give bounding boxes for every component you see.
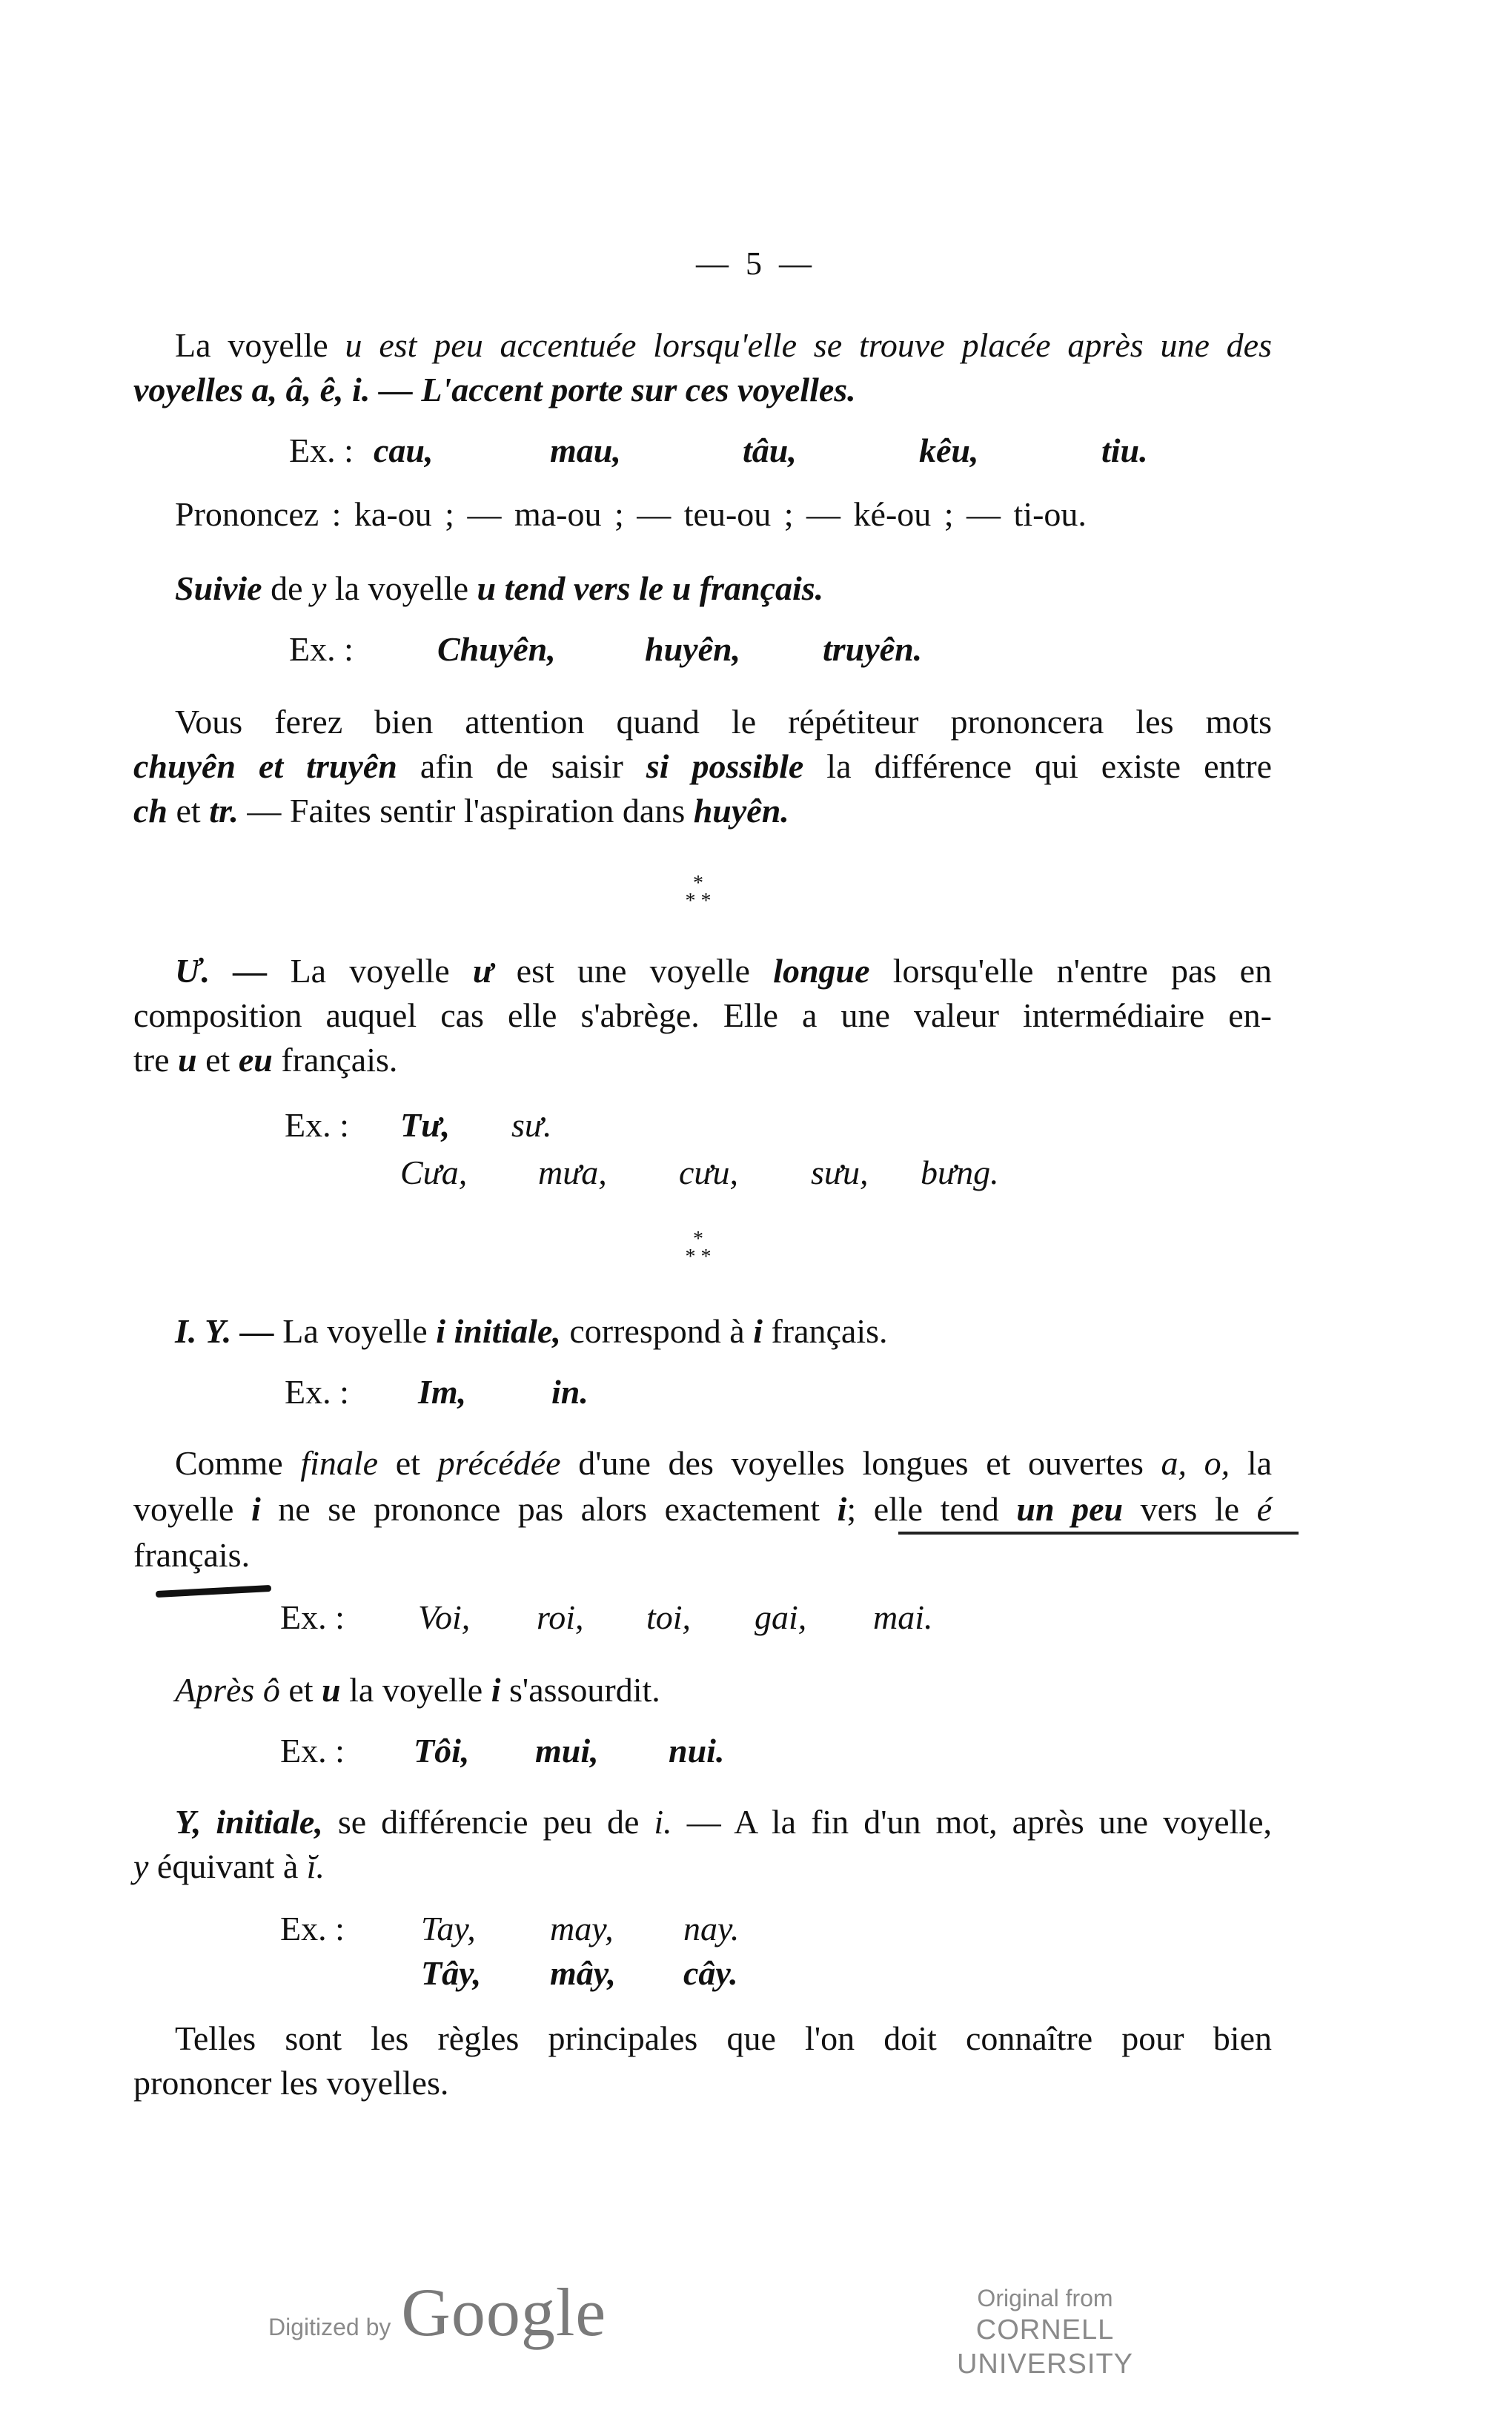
pronunciation-line: Prononcez : ka-ou ; — ma-ou ; — teu-ou ; — ké-ou ; — ti-ou.: [175, 495, 1087, 533]
ex-word: Tư,: [400, 1106, 451, 1144]
ex-word: sư.: [511, 1106, 552, 1144]
text: français.: [272, 1041, 398, 1079]
ex-label: Ex. :: [285, 1373, 349, 1411]
text: et: [168, 792, 210, 830]
italic-text: I. Y. —: [175, 1312, 283, 1350]
ex-word: may,: [550, 1910, 614, 1947]
example-toi: [280, 1729, 724, 1773]
text: s'assourdit.: [500, 1671, 660, 1709]
ex-label: Ex. :: [289, 431, 354, 469]
ex-word: tâu,: [743, 431, 797, 469]
pen-underline: [898, 1532, 1299, 1535]
italic-text: eu: [238, 1041, 273, 1079]
para6-line1: [175, 1441, 1272, 1486]
para3-line1: Vous ferez bien attention quand le répétiteur prononcera les mots: [175, 703, 1272, 741]
ex-word: gai,: [755, 1598, 807, 1636]
text: la: [1230, 1444, 1273, 1482]
ex-word: Tây,: [421, 1954, 482, 1992]
text: d'une des voyelles longues et ouvertes: [560, 1444, 1161, 1482]
ex-word: mui,: [535, 1732, 599, 1770]
text: ne se prononce pas alors exactement: [260, 1490, 838, 1528]
text: et: [196, 1041, 239, 1079]
ex-label: Ex. :: [280, 1598, 345, 1636]
text: La voyelle: [175, 326, 345, 364]
text: tre: [133, 1041, 179, 1079]
example-voi: [280, 1595, 933, 1640]
italic-text: u est peu accentuée lorsqu'elle se trouve placée après une des: [345, 326, 1272, 364]
example-tay-row1: [280, 1907, 739, 1951]
text: correspond à: [560, 1312, 754, 1350]
ex-word: Voi,: [418, 1598, 471, 1636]
italic-text: finale: [300, 1444, 379, 1482]
digitized-by-watermark: [268, 2273, 606, 2352]
italic-text: Suivie: [175, 569, 262, 607]
digitized-label: Digitized by: [268, 2314, 391, 2340]
text: ; elle tend: [846, 1490, 1017, 1528]
ex-word: Tay,: [421, 1910, 476, 1947]
para5: [175, 1309, 888, 1354]
text: et: [279, 1671, 322, 1709]
ex-word: mây,: [550, 1954, 616, 1992]
google-logo: Google: [401, 2274, 607, 2350]
example-chuyen: [289, 627, 922, 672]
ex-word: kêu,: [919, 431, 979, 469]
italic-text: i: [491, 1671, 501, 1709]
para6-line3: français.: [133, 1536, 251, 1574]
italic-text: i.: [654, 1803, 672, 1841]
para9-line1: Telles sont les règles principales que l'on doit connaître pour bien: [175, 2019, 1272, 2057]
text: — A la fin d'un mot, après une voyelle,: [672, 1803, 1272, 1841]
text: la voyelle: [326, 569, 477, 607]
italic-text: huyên.: [693, 792, 789, 830]
italic-text: précédée: [437, 1444, 561, 1482]
para1-line1: [175, 323, 1272, 368]
para4-line1: [175, 949, 1272, 993]
pen-mark: [156, 1585, 271, 1598]
italic-text: voyelles a, â, ê, i. — L'accent porte sur ces voyelles.: [133, 371, 856, 408]
ex-word: Chuyên,: [437, 630, 556, 668]
ex-word: toi,: [646, 1598, 692, 1636]
para3-line3: [133, 789, 789, 833]
italic-text: Après ô: [175, 1671, 280, 1709]
text: Comme: [175, 1444, 301, 1482]
text: français.: [762, 1312, 888, 1350]
example-tay-row2: [421, 1951, 738, 1996]
ex-word: Tôi,: [414, 1732, 470, 1770]
example-cau: [289, 428, 1148, 473]
university-label: CORNELL UNIVERSITY: [956, 2314, 1134, 2380]
italic-text: Ư. —: [175, 952, 291, 990]
text: La voyelle: [282, 1312, 437, 1350]
ex-word: huyên,: [645, 630, 741, 668]
text: est une voyelle: [493, 952, 774, 990]
ex-word: cau,: [374, 431, 434, 469]
text: équivant à: [148, 1847, 307, 1885]
italic-text: longue: [773, 952, 870, 990]
text: — Faites sentir l'aspiration dans: [238, 792, 694, 830]
ex-word: Cưa,: [400, 1154, 468, 1191]
italic-text: Y, initiale,: [175, 1803, 323, 1841]
example-tu-row2: [400, 1151, 999, 1195]
ex-word: bưng.: [921, 1154, 999, 1191]
para8-line2: [133, 1844, 325, 1889]
example-tu-row1: [285, 1103, 552, 1148]
ex-word: mưa,: [538, 1154, 607, 1191]
page-number: — 5 —: [696, 245, 816, 282]
italic-text: i: [837, 1490, 847, 1528]
italic-text: chuyên et truyên: [133, 747, 397, 785]
italic-text: i: [753, 1312, 763, 1350]
ex-label: Ex. :: [289, 630, 354, 668]
italic-text: u: [178, 1041, 197, 1079]
text: voyelle: [133, 1490, 251, 1528]
text: se différencie peu de: [322, 1803, 654, 1841]
text: La voyelle: [290, 952, 473, 990]
italic-text: ch: [133, 792, 168, 830]
para1-line2: [133, 368, 856, 412]
text: de: [262, 569, 311, 607]
ex-word: cưu,: [679, 1154, 739, 1191]
ex-word: in.: [551, 1373, 588, 1411]
ex-label: Ex. :: [280, 1910, 345, 1947]
italic-text: i initiale,: [436, 1312, 561, 1350]
italic-text: u: [322, 1671, 341, 1709]
para6-line2: [133, 1487, 1272, 1532]
ex-word: roi,: [537, 1598, 584, 1636]
para9-line2: prononcer les voyelles.: [133, 2064, 449, 2102]
ex-word: tiu.: [1101, 431, 1148, 469]
text: la voyelle: [340, 1671, 491, 1709]
original-from-label: Original from: [977, 2285, 1113, 2311]
ex-word: mai.: [873, 1598, 933, 1636]
text: lorsqu'elle n'entre pas en: [869, 952, 1272, 990]
example-im: [285, 1370, 588, 1414]
para4-line3: [133, 1038, 397, 1082]
text: et: [378, 1444, 438, 1482]
ex-label: Ex. :: [285, 1106, 349, 1144]
italic-text: ĭ.: [306, 1847, 325, 1885]
ex-word: Im,: [418, 1373, 467, 1411]
italic-text: é: [1256, 1490, 1272, 1528]
section-divider-stars: * * *: [685, 1228, 712, 1268]
italic-text: y: [311, 569, 327, 607]
ex-word: mau,: [550, 431, 621, 469]
italic-text: y: [133, 1847, 149, 1885]
ex-label: Ex. :: [280, 1732, 345, 1770]
para7: [175, 1668, 660, 1712]
section-divider-stars: * * *: [685, 872, 712, 913]
para4-line2: composition auquel cas elle s'abrège. Elle a une valeur intermédiaire en-: [133, 996, 1272, 1034]
italic-text: ư: [472, 952, 494, 990]
italic-text: si possible: [646, 747, 804, 785]
text: la différence qui existe entre: [803, 747, 1273, 785]
text: afin de saisir: [397, 747, 646, 785]
original-from-watermark: [889, 2283, 1201, 2381]
italic-text: a, o,: [1161, 1444, 1230, 1482]
ex-word: truyên.: [823, 630, 923, 668]
italic-text: un peu: [1016, 1490, 1124, 1528]
italic-text: tr.: [209, 792, 239, 830]
para8-line1: [175, 1800, 1272, 1844]
italic-text: i: [251, 1490, 261, 1528]
ex-word: nui.: [669, 1732, 725, 1770]
ex-word: nay.: [683, 1910, 740, 1947]
para2: [175, 566, 823, 611]
italic-text: u tend vers le u français.: [477, 569, 824, 607]
text: vers le: [1123, 1490, 1257, 1528]
para3-line2: [133, 744, 1272, 789]
ex-word: sưu,: [811, 1154, 869, 1191]
ex-word: cây.: [683, 1954, 738, 1992]
